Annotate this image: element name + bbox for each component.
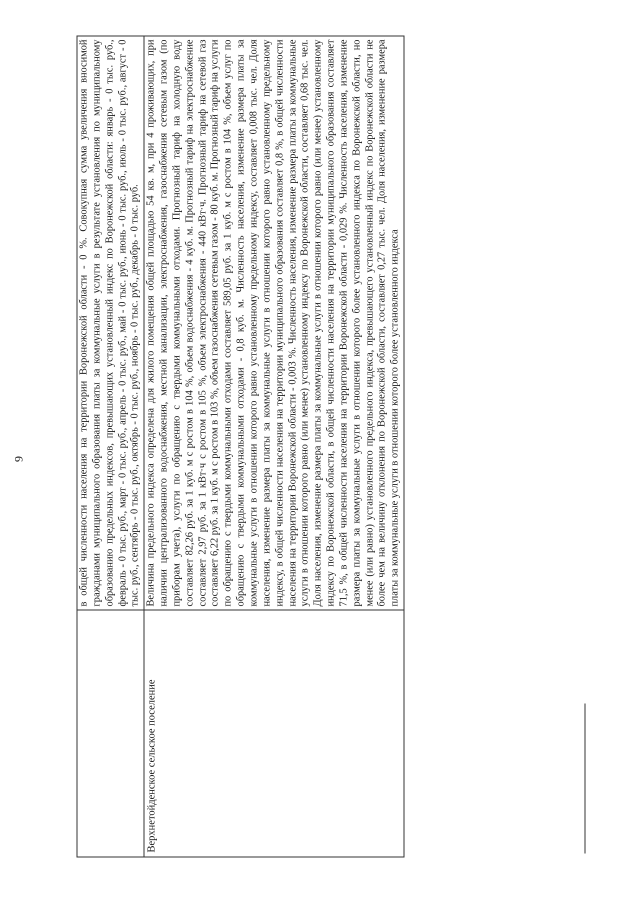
footnote-separator — [585, 704, 586, 854]
settlement-cell — [144, 610, 404, 857]
table-row — [77, 36, 144, 857]
table-row — [144, 36, 404, 857]
description-cell — [77, 36, 144, 610]
description-cell — [144, 36, 404, 610]
rotated-page — [1, 7, 640, 912]
settlement-name: Верхнетойденское сельское поселение — [147, 615, 159, 853]
page-number: 9 — [12, 7, 27, 912]
description-text: Величина предельного индекса определена для жилого помещения общей площадью 54 кв. м, при 4 проживающих, при наличии централизованного водоснабжения, местной канализации, электроснабжения, газоснабжения сетевым газом (по приборам учета), услуги по обращению с твердыми коммунальными отходами. Прогнозный тариф на холодную воду составляет 82,26 руб. за 1 куб. м с ростом в 104 %, объем водоснабжения - 4 куб. м. Прогнозный тариф на электроснабжение составляет 2,97 руб. за 1 кВт·ч с ростом в 105 %, объем электроснабжения - 440 кВт·ч. Прогнозный тариф на сетевой газ составляет 6,22 руб. за 1 куб. м с ростом в 103 %, объем газоснабжения сетевым газом - 80 куб. м. Прогнозный тариф на услуги по обращению с твердыми коммунальными отходами составляет 589,05 руб. за 1 куб. м с ростом в 104 %, объем услуг по обращению с твердыми коммунальными отходами - 0,8 куб. м. Численность населения, изменение размера платы за коммунальные услуги в отношении которого равно установленному предельному индексу, составляет 0,008 тыс. чел. Доля населения, изменение размера платы за коммунальные услуги в отношении которого равно установленному предельному индексу, в общей численности населения на территории муниципального образования составляет 0,8 %, в общей численности населения на территории Воронежской области - 0,003 %. Численность населения, изменение размера платы за коммунальные услуги в отношении которого равно (или менее) установленному индексу по Воронежской области, составляет 0,68 тыс. чел. Доля населения, изменение размера платы за коммунальные услуги в отношении которого равно (или менее) установленному индексу по Воронежской области, в общей численности населения на территории муниципального образования составляет 71,5 %, в общей численности населения на территории Воронежской области - 0,029 %. Численность населения, изменение размера платы за коммунальные услуги в отношении которого более установленного индекса по Воронежской области, но менее (или равно) установленного предельного индекса, превышающего установленный индекс по Воронежской области не более чем на величину отклонения по Воронежской области, составляет 0,27 тыс. чел. Доля населения, изменение размера платы за коммунальные услуги в отношении которого более установленного индекса — [146, 40, 403, 607]
description-text: в общей численности населения на территории Воронежской области - 0 %. Совокупная сумма увеличения вносимой гражданами муниципального образования платы за коммунальные услуги в результате установления по муниципальному образованию предельных индексов, превышающих установленный индекс по Воронежской области: январь - 0 тыс. руб., февраль - 0 тыс. руб., март - 0 тыс. руб., апрель - 0 тыс. руб., май - 0 тыс. руб., июнь - 0 тыс. руб., июль - 0 тыс. руб., август - 0 тыс. руб., сентябрь - 0 тыс. руб., октябрь - 0 тыс. руб., ноябрь - 0 тыс. руб., декабрь - 0 тыс. руб. — [79, 40, 143, 607]
settlement-cell — [77, 610, 144, 857]
document-table — [77, 36, 405, 858]
